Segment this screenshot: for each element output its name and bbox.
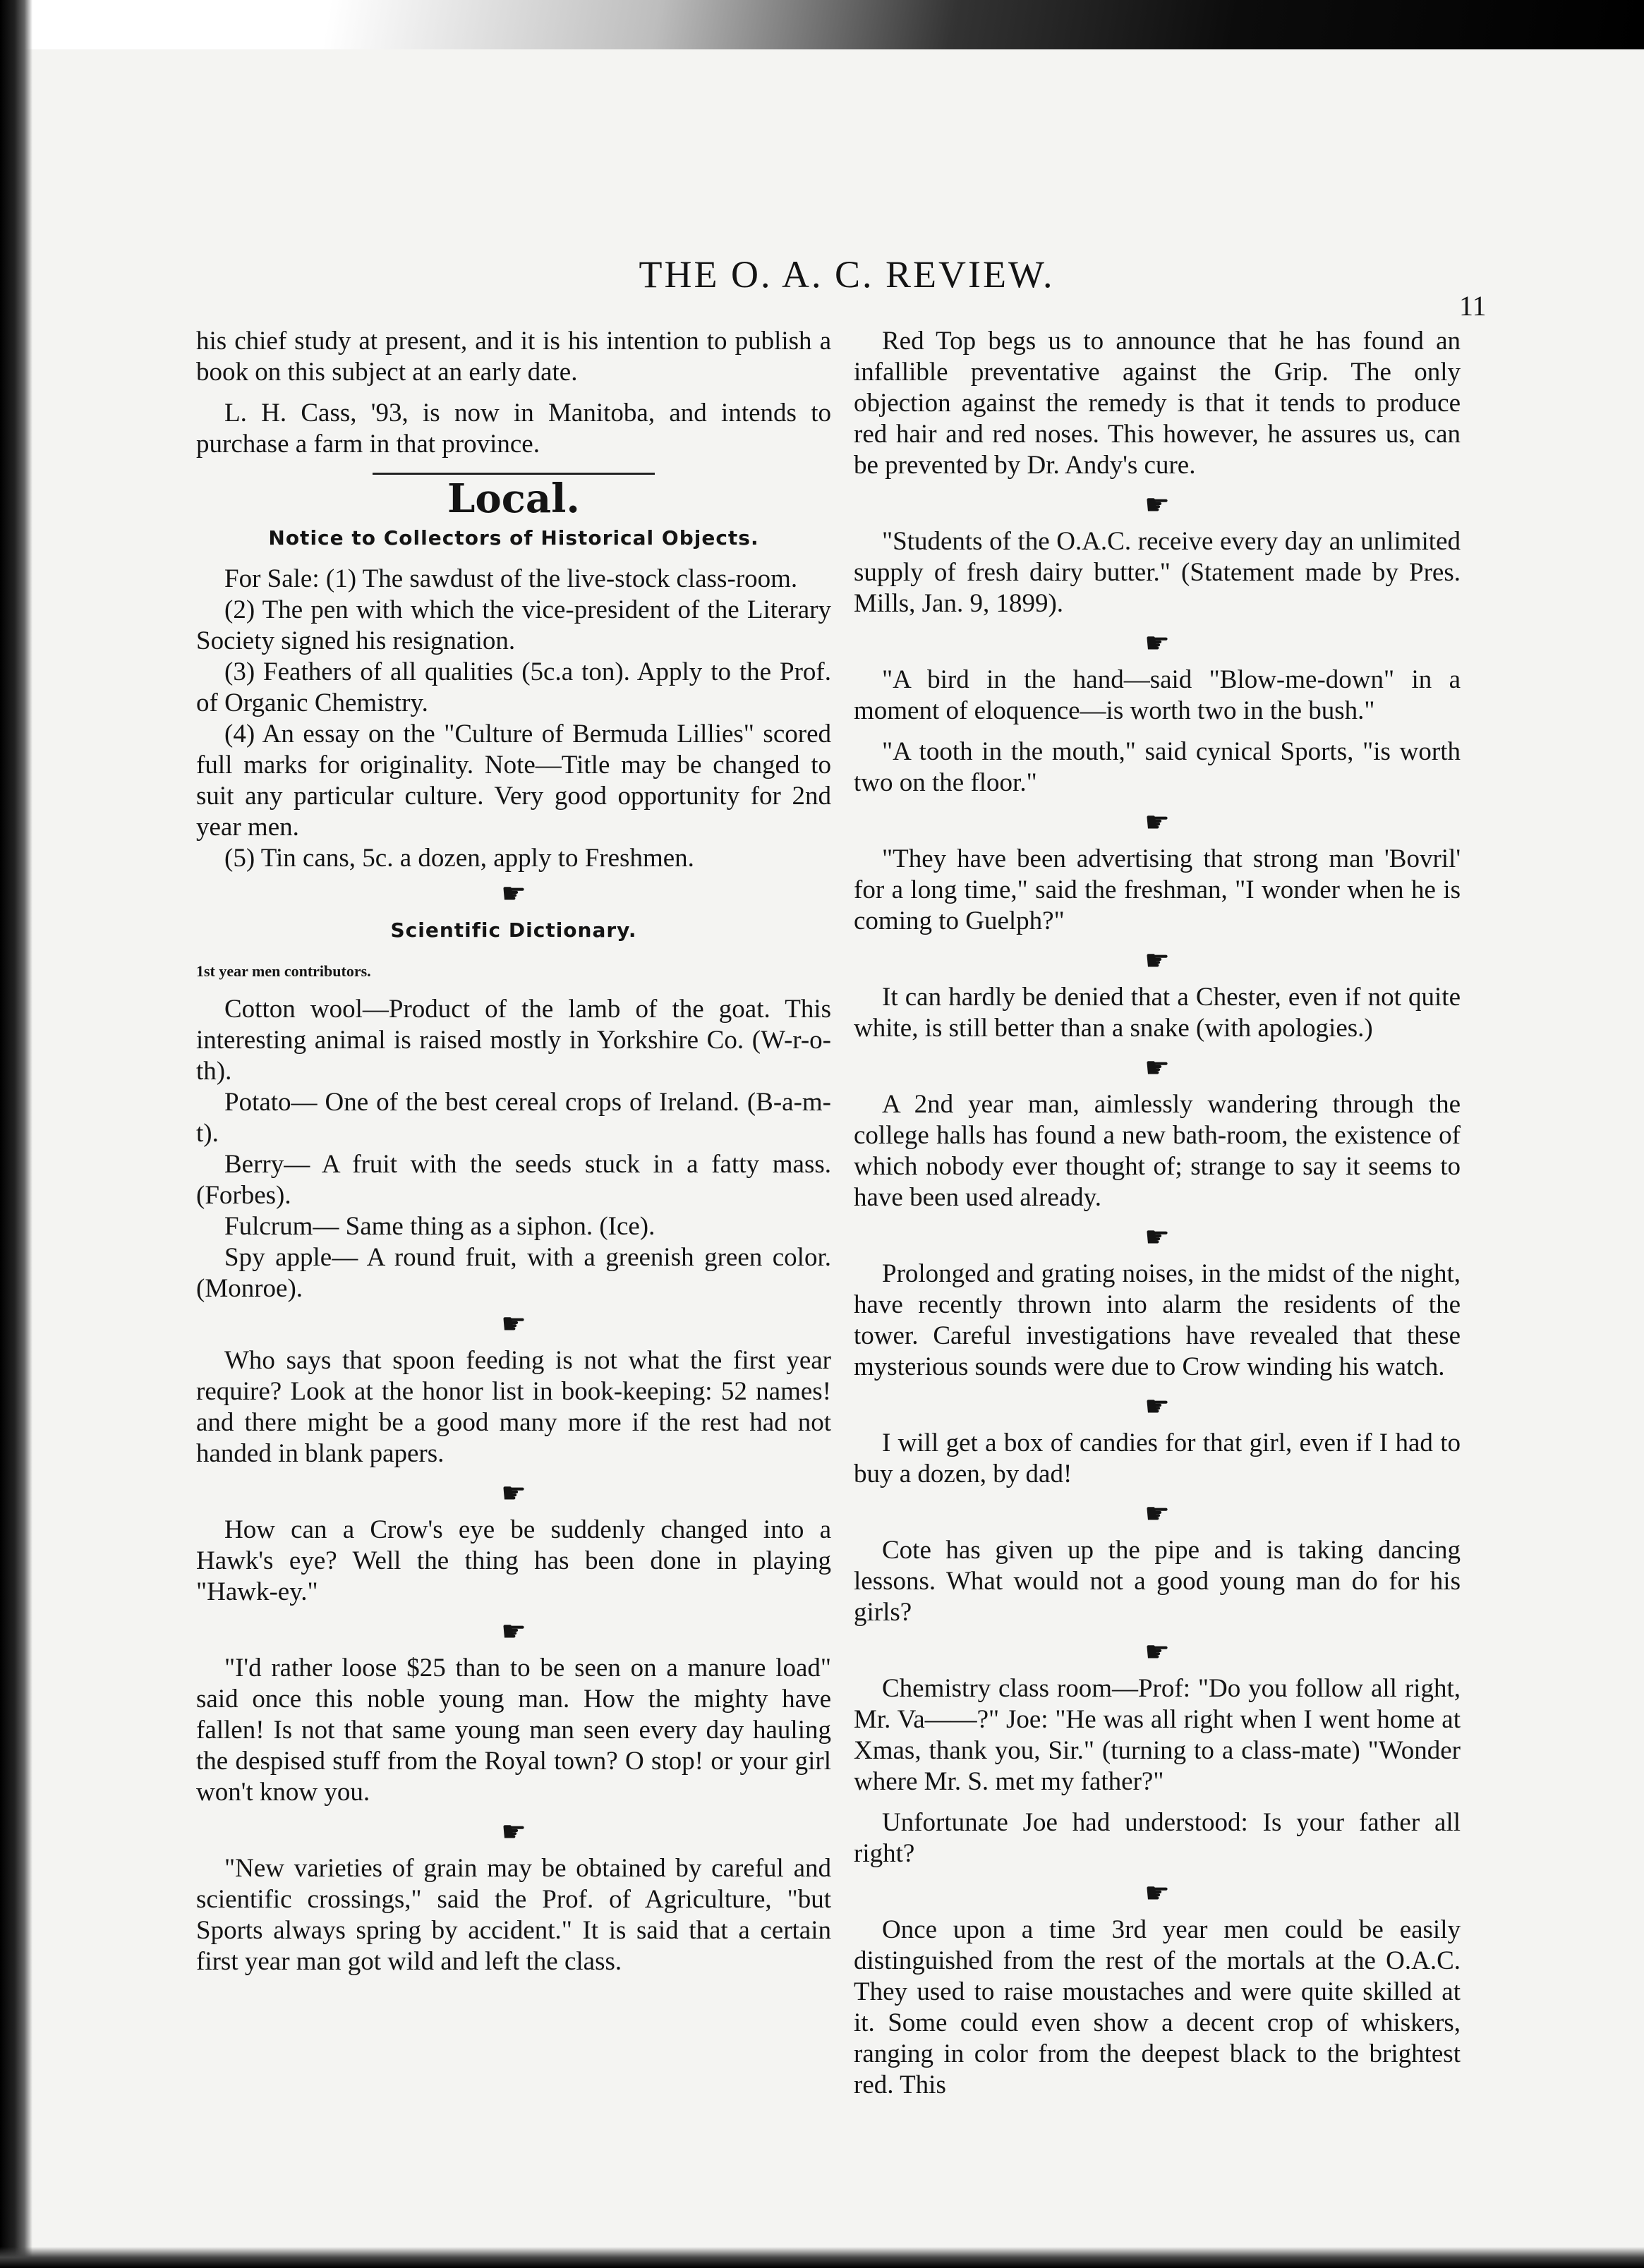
pointing-hand-icon: ☛ <box>1144 1498 1170 1529</box>
dictionary-entry: Spy apple— A round fruit, with a greenish green color. (Monroe). <box>196 1243 831 1303</box>
section-title: Local. <box>447 475 580 522</box>
paragraph: "They have been advertising that strong man 'Bovril' for a long time," said the freshman, "I wonder when he is coming to Guelph?" <box>854 844 1461 935</box>
pointing-hand-icon: ☛ <box>501 878 526 909</box>
paragraph: "A bird in the hand—said "Blow-me-down" in a moment of eloquence—is worth two in the bush." <box>854 665 1461 725</box>
page-number: 11 <box>1459 290 1487 322</box>
paragraph: A 2nd year man, aimlessly wandering through the college halls has found a new bath-room, the existence of which nobody ever thought of; strange to say it seems to have been used already. <box>854 1090 1461 1212</box>
paragraph: L. H. Cass, '93, is now in Manitoba, and intends to purchase a farm in that province. <box>196 399 831 459</box>
dictionary-note: 1st year men contributors. <box>196 962 371 980</box>
pointing-hand-icon: ☛ <box>1144 489 1170 521</box>
paragraph: Prolonged and grating noises, in the midst of the night, have recently thrown into alarm the residents of the tower. Careful investigations have revealed that these mysterious sounds were due to Crow winding his watch. <box>854 1259 1461 1381</box>
dictionary-heading: Scientific Dictionary. <box>390 918 637 942</box>
paragraph: "A tooth in the mouth," said cynical Sports, "is worth two on the floor." <box>854 737 1461 797</box>
page-title: THE O. A. C. REVIEW. <box>639 253 1055 296</box>
pointing-hand-icon: ☛ <box>1144 1221 1170 1253</box>
scan-top-edge <box>0 0 1644 49</box>
paragraph: Red Top begs us to announce that he has found an infallible preventative against the Grip. The only objection against the remedy is that it tends to produce red hair and red noses. This however, he assures us, can be prevented by Dr. Andy's cure. <box>854 327 1461 480</box>
notice-item: (5) Tin cans, 5c. a dozen, apply to Freshmen. <box>224 844 694 873</box>
pointing-hand-icon: ☛ <box>1144 1636 1170 1668</box>
notice-item: (3) Feathers of all qualities (5c.a ton). Apply to the Prof. of Organic Chemistry. <box>196 657 831 717</box>
scan-bottom-edge <box>0 2247 1644 2268</box>
dictionary-entry: Fulcrum— Same thing as a siphon. (Ice). <box>224 1212 655 1241</box>
pointing-hand-icon: ☛ <box>501 1308 526 1340</box>
notice-item: (4) An essay on the "Culture of Bermuda Lillies" scored full marks for originality. Note—Title may be changed to suit any particular culture. Very good opportunity for 2nd year men. <box>196 720 831 842</box>
left-column <box>196 326 831 1987</box>
pointing-hand-icon: ☛ <box>1144 1390 1170 1422</box>
paragraph: Cote has given up the pipe and is taking dancing lessons. What would not a good young man do for his girls? <box>854 1536 1461 1627</box>
paragraph: Once upon a time 3rd year men could be easily distinguished from the rest of the mortals at the O.A.C. They used to raise moustaches and were quite skilled at it. Some could even show a decent crop of whiskers, ranging in color from the deepest black to the brightest red. This <box>854 1915 1461 2099</box>
paragraph: Chemistry class room—Prof: "Do you follow all right, Mr. Va——?" Joe: "He was all right when I went home at Xmas, thank you, Sir." (turning to a class-mate) "Wonder where Mr. S. met my father?" <box>854 1674 1461 1796</box>
paragraph: I will get a box of candies for that girl, even if I had to buy a dozen, by dad! <box>854 1429 1461 1488</box>
paragraph: "New varieties of grain may be obtained by careful and scientific crossings," said the Prof. of Agriculture, "but Sports always spring by accident." It is said that a certain first year man got wild and left the class. <box>196 1854 831 1976</box>
pointing-hand-icon: ☛ <box>501 1477 526 1509</box>
dictionary-entry: Berry— A fruit with the seeds stuck in a fatty mass. (Forbes). <box>196 1150 831 1210</box>
right-column <box>854 326 1461 2111</box>
paragraph: It can hardly be denied that a Chester, even if not quite white, is still better than a snake (with apologies.) <box>854 983 1461 1043</box>
pointing-hand-icon: ☛ <box>1144 627 1170 659</box>
dictionary-entry: Cotton wool—Product of the lamb of the goat. This interesting animal is raised mostly in Yorkshire Co. (W-r-o-th). <box>196 995 831 1086</box>
paragraph: Unfortunate Joe had understood: Is your father all right? <box>854 1808 1461 1868</box>
pointing-hand-icon: ☛ <box>1144 806 1170 838</box>
pointing-hand-icon: ☛ <box>1144 1877 1170 1909</box>
dictionary-entry: Potato— One of the best cereal crops of Ireland. (B-a-m-t). <box>196 1088 831 1148</box>
section-divider <box>373 473 655 475</box>
pointing-hand-icon: ☛ <box>501 1615 526 1647</box>
paragraph: "I'd rather loose $25 than to be seen on a manure load" said once this noble young man. How the mighty have fallen! Is not that same young man seen every day hauling the despised stuff from the Royal town? O stop! or your girl won't know you. <box>196 1654 831 1807</box>
paragraph: "Students of the O.A.C. receive every day an unlimited supply of fresh dairy butter." (Statement made by Pres. Mills, Jan. 9, 1899). <box>854 527 1461 618</box>
paragraph: How can a Crow's eye be suddenly changed into a Hawk's eye? Well the thing has been done in playing "Hawk-ey." <box>196 1515 831 1606</box>
scan-binding-edge <box>0 0 32 2268</box>
pointing-hand-icon: ☛ <box>501 1816 526 1848</box>
notice-item: For Sale: (1) The sawdust of the live-stock class-room. <box>224 564 798 593</box>
paragraph: Who says that spoon feeding is not what the first year require? Look at the honor list in book-keeping: 52 names! and there might be a good many more if the rest had not handed in blank papers. <box>196 1346 831 1468</box>
notice-item: (2) The pen with which the vice-president of the Literary Society signed his resignation. <box>196 595 831 655</box>
pointing-hand-icon: ☛ <box>1144 945 1170 976</box>
notice-heading: Notice to Collectors of Historical Objects. <box>268 526 759 550</box>
pointing-hand-icon: ☛ <box>1144 1052 1170 1084</box>
paragraph: his chief study at present, and it is his intention to publish a book on this subject at an early date. <box>196 327 831 387</box>
